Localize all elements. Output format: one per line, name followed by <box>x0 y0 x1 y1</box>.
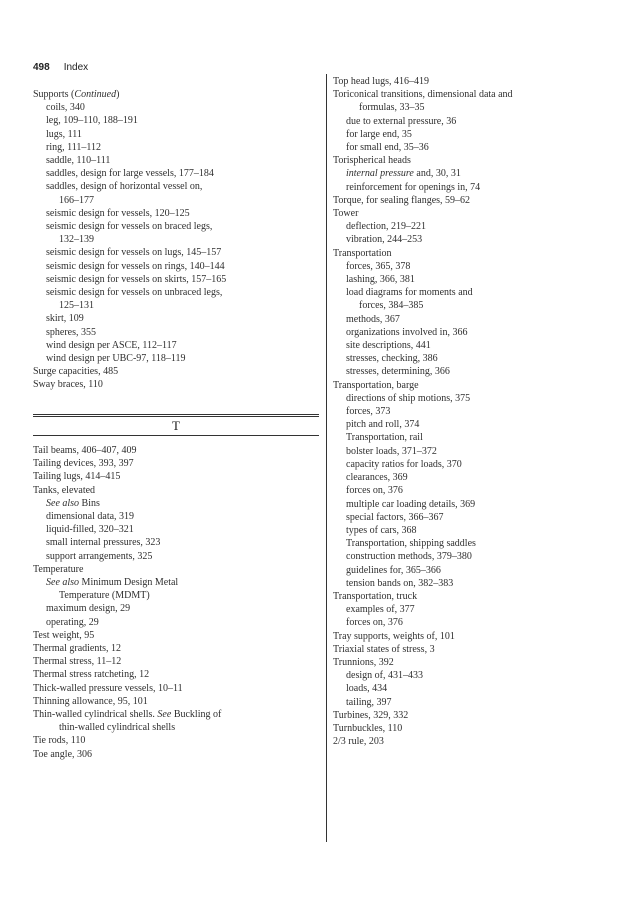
index-entry <box>33 260 319 273</box>
index-entry-text: Transportation, shipping saddles <box>346 538 476 550</box>
index-entry <box>33 734 319 747</box>
index-entry-text: forces, 384–385 <box>359 300 424 312</box>
index-entry <box>33 616 319 629</box>
index-entry-text: Thick-walled pressure vessels, 10–11 <box>33 682 183 694</box>
index-entry <box>333 194 603 207</box>
index-entry <box>333 313 603 326</box>
index-entry-text: formulas, 33–35 <box>359 102 425 114</box>
index-entry-text: Bins <box>79 497 100 509</box>
index-entry-text: seismic design for vessels on braced legs, <box>46 221 213 233</box>
index-entry <box>33 128 319 141</box>
index-entry <box>333 577 603 590</box>
index-entry <box>33 220 319 233</box>
index-entry-text: Surge capacities, 485 <box>33 366 119 378</box>
index-entry-text: operating, 29 <box>46 616 99 628</box>
index-entry <box>33 194 319 207</box>
index-entry <box>333 260 603 273</box>
index-entry <box>33 114 319 127</box>
index-entry-text: stresses, determining, 366 <box>346 366 450 378</box>
index-entry-text: forces, 365, 378 <box>346 260 411 272</box>
index-entry-text: Tray supports, weights of, 101 <box>333 630 455 642</box>
index-column-left-bottom <box>33 444 319 761</box>
index-entry-text: Tail beams, 406–407, 409 <box>33 445 137 456</box>
index-entry <box>33 748 319 761</box>
index-entry-text: saddles, design for large vessels, 177–184 <box>46 168 214 180</box>
index-entry <box>333 669 603 682</box>
index-entry <box>333 458 603 471</box>
index-entry-text: Transportation, truck <box>333 590 418 602</box>
index-entry <box>333 696 603 709</box>
index-entry-text: stresses, checking, 386 <box>346 353 438 365</box>
index-entry-text: tailing, 397 <box>346 696 392 708</box>
page-number: 498 <box>33 62 50 73</box>
index-entry <box>333 88 603 101</box>
index-entry-text: Thermal gradients, 12 <box>33 643 122 655</box>
index-entry <box>333 392 603 405</box>
index-entry-text: Tie rods, 110 <box>33 735 86 747</box>
index-entry-text: load diagrams for moments and <box>346 287 473 299</box>
index-entry-text: small internal pressures, 323 <box>46 537 161 549</box>
index-entry-text: methods, 367 <box>346 313 400 325</box>
index-entry-italic: See <box>154 709 172 721</box>
index-entry <box>333 735 603 748</box>
index-entry-text: dimensional data, 319 <box>46 511 135 523</box>
page-header <box>33 62 88 73</box>
index-entry <box>333 682 603 695</box>
index-entry-text: saddles, design of horizontal vessel on, <box>46 181 203 193</box>
index-entry <box>333 630 603 643</box>
index-entry-text: Thermal stress, 11–12 <box>33 656 122 668</box>
index-entry-text: Thermal stress ratcheting, 12 <box>33 669 150 681</box>
index-entry <box>33 655 319 668</box>
index-entry-text: saddle, 110–111 <box>46 155 111 167</box>
index-entry-text: lugs, 111 <box>46 128 82 140</box>
index-entry-text: for small end, 35–36 <box>346 142 429 154</box>
index-entry <box>33 642 319 655</box>
index-entry-text: forces on, 376 <box>346 617 403 629</box>
section-rule-top-double <box>33 416 319 417</box>
index-column-right <box>333 75 603 748</box>
index-entry <box>33 668 319 681</box>
index-entry <box>333 431 603 444</box>
index-entry <box>333 643 603 656</box>
index-entry <box>33 101 319 114</box>
index-entry-text: design of, 431–433 <box>346 670 423 682</box>
index-entry <box>333 181 603 194</box>
index-entry-text: spheres, 355 <box>46 326 96 338</box>
index-entry <box>333 511 603 524</box>
index-entry <box>333 115 603 128</box>
index-entry-text: examples of, 377 <box>346 604 415 616</box>
index-entry-text: 166–177 <box>59 194 94 206</box>
index-entry-text: construction methods, 379–380 <box>346 551 472 563</box>
index-entry <box>333 141 603 154</box>
index-entry-text: wind design per UBC-97, 118–119 <box>46 353 186 365</box>
index-entry <box>33 207 319 220</box>
index-entry <box>333 75 603 88</box>
index-entry-text: Transportation, rail <box>346 432 423 444</box>
index-entry-text: wind design per ASCE, 112–117 <box>46 339 177 351</box>
index-entry <box>333 484 603 497</box>
index-entry <box>333 379 603 392</box>
index-entry-text: maximum design, 29 <box>46 603 131 615</box>
index-entry <box>333 352 603 365</box>
index-entry-text: Test weight, 95 <box>33 629 95 641</box>
index-entry <box>333 550 603 563</box>
index-entry <box>33 154 319 167</box>
index-entry-text: coils, 340 <box>46 102 85 114</box>
index-entry <box>333 603 603 616</box>
index-entry <box>333 537 603 550</box>
index-entry <box>333 405 603 418</box>
index-entry-text: loads, 434 <box>346 683 388 695</box>
index-entry-text: Minimum Design Metal <box>79 577 179 589</box>
index-entry <box>333 286 603 299</box>
index-entry-text: forces on, 376 <box>346 485 403 497</box>
index-entry-text: support arrangements, 325 <box>46 550 153 562</box>
index-entry-text: for large end, 35 <box>346 128 412 140</box>
index-entry-text: Turnbuckles, 110 <box>333 722 403 734</box>
index-entry <box>33 550 319 563</box>
index-entry <box>33 721 319 734</box>
index-entry <box>333 233 603 246</box>
section-rule-bottom <box>33 435 319 436</box>
index-entry <box>33 602 319 615</box>
index-entry <box>33 180 319 193</box>
index-entry <box>33 510 319 523</box>
index-entry-text: Temperature (MDMT) <box>59 590 150 602</box>
index-entry-text: ) <box>116 89 120 100</box>
index-entry-text: directions of ship motions, 375 <box>346 392 471 404</box>
index-entry-text: thin-walled cylindrical shells <box>59 722 176 734</box>
index-entry <box>33 695 319 708</box>
index-entry <box>33 352 319 365</box>
index-entry-text: leg, 109–110, 188–191 <box>46 115 138 127</box>
index-entry-text: Transportation <box>333 247 392 259</box>
index-entry-text: clearances, 369 <box>346 472 408 484</box>
index-entry <box>33 470 319 483</box>
index-entry-text: site descriptions, 441 <box>346 340 431 352</box>
index-entry <box>333 524 603 537</box>
index-entry <box>333 722 603 735</box>
index-entry-text: lashing, 366, 381 <box>346 274 415 286</box>
index-entry-text: Temperature <box>33 563 84 575</box>
index-entry <box>333 128 603 141</box>
index-entry-text: Tanks, elevated <box>33 484 96 496</box>
index-entry-text: seismic design for vessels on rings, 140–144 <box>46 260 225 272</box>
index-entry <box>333 101 603 114</box>
index-entry-text: skirt, 109 <box>46 313 84 325</box>
section-divider <box>33 414 319 436</box>
index-entry-text: vibration, 244–253 <box>346 234 423 246</box>
index-entry <box>33 273 319 286</box>
index-entry <box>33 233 319 246</box>
index-entry-italic: See also <box>46 497 80 509</box>
index-entry <box>333 616 603 629</box>
index-entry-text: Supports ( <box>33 89 75 100</box>
index-entry-text: multiple car loading details, 369 <box>346 498 476 510</box>
index-entry-text: Trunnions, 392 <box>333 656 394 668</box>
index-entry-text: seismic design for vessels on unbraced legs, <box>46 287 223 299</box>
index-entry-text: tension bands on, 382–383 <box>346 577 454 589</box>
index-entry <box>33 484 319 497</box>
index-entry-italic: See also <box>46 577 80 589</box>
index-entry-text: ring, 111–112 <box>46 141 101 153</box>
index-entry-text: forces, 373 <box>346 406 391 418</box>
index-entry-text: Tower <box>333 208 359 220</box>
index-entry-text: guidelines for, 365–366 <box>346 564 441 576</box>
index-entry <box>333 326 603 339</box>
index-entry-text: pitch and roll, 374 <box>346 419 420 431</box>
index-entry <box>333 709 603 722</box>
index-entry-text: bolster loads, 371–372 <box>346 445 437 457</box>
section-letter: T <box>172 418 180 433</box>
index-entry <box>333 498 603 511</box>
index-entry-text: seismic design for vessels on lugs, 145–157 <box>46 247 222 259</box>
index-entry-text: special factors, 366–367 <box>346 511 444 523</box>
index-entry-italic: internal pressure <box>346 168 414 180</box>
index-entry-text: 125–131 <box>59 300 94 312</box>
index-entry <box>333 167 603 180</box>
index-entry-text: seismic design for vessels, 120–125 <box>46 207 190 219</box>
index-entry <box>33 682 319 695</box>
index-entry-text: Tailing lugs, 414–415 <box>33 471 121 483</box>
index-entry-text: Triaxial states of stress, 3 <box>333 643 435 655</box>
index-entry-text: 2/3 rule, 203 <box>333 736 384 748</box>
index-entry <box>33 88 319 101</box>
index-entry-text: Transportation, barge <box>333 379 419 391</box>
index-entry <box>33 576 319 589</box>
running-title: Index <box>63 62 89 73</box>
index-entry <box>33 536 319 549</box>
index-entry <box>33 589 319 602</box>
index-entry <box>33 246 319 259</box>
index-entry-text: and, 30, 31 <box>413 168 461 180</box>
index-entry <box>33 167 319 180</box>
index-entry <box>333 299 603 312</box>
index-entry-text: liquid-filled, 320–321 <box>46 524 134 536</box>
index-entry-text: Thinning allowance, 95, 101 <box>33 695 148 707</box>
index-entry <box>33 326 319 339</box>
index-entry <box>33 378 319 391</box>
index-entry-italic: Continued <box>74 89 117 100</box>
index-entry <box>333 656 603 669</box>
index-entry-text: reinforcement for openings in, 74 <box>346 181 481 193</box>
index-entry-text: organizations involved in, 366 <box>346 326 468 338</box>
index-entry-text: capacity ratios for loads, 370 <box>346 458 462 470</box>
index-entry-text: types of cars, 368 <box>346 524 417 536</box>
index-entry <box>33 457 319 470</box>
index-entry <box>333 273 603 286</box>
index-entry <box>333 207 603 220</box>
index-entry <box>333 220 603 233</box>
index-entry <box>333 154 603 167</box>
index-entry-text: Turbines, 329, 332 <box>333 709 409 721</box>
index-entry <box>333 418 603 431</box>
column-divider <box>326 74 327 842</box>
index-entry-text: 132–139 <box>59 234 94 246</box>
index-entry-text: Toriconical transitions, dimensional data and <box>333 89 513 101</box>
index-entry <box>33 141 319 154</box>
index-entry-text: due to external pressure, 36 <box>346 115 457 127</box>
index-entry <box>33 339 319 352</box>
index-entry <box>333 339 603 352</box>
index-column-left-top <box>33 88 319 392</box>
index-entry <box>33 299 319 312</box>
index-entry-text: Sway braces, 110 <box>33 379 103 391</box>
index-entry <box>333 365 603 378</box>
index-entry <box>33 312 319 325</box>
section-rule-top <box>33 414 319 415</box>
index-entry <box>33 563 319 576</box>
index-entry <box>333 471 603 484</box>
index-entry <box>33 365 319 378</box>
index-entry <box>333 445 603 458</box>
index-entry-text: Top head lugs, 416–419 <box>333 76 429 87</box>
index-entry <box>33 286 319 299</box>
index-entry-text: Tailing devices, 393, 397 <box>33 458 134 470</box>
index-entry <box>333 590 603 603</box>
index-entry-text: deflection, 219–221 <box>346 221 426 233</box>
index-entry-text: Toe angle, 306 <box>33 748 93 760</box>
index-entry <box>33 444 319 457</box>
index-entry <box>33 523 319 536</box>
index-entry <box>33 497 319 510</box>
index-entry <box>333 564 603 577</box>
index-entry-text: Buckling of <box>171 709 222 721</box>
index-entry <box>333 247 603 260</box>
index-entry-text: seismic design for vessels on skirts, 157–165 <box>46 273 227 285</box>
index-entry <box>33 708 319 721</box>
index-entry-text: Thin-walled cylindrical shells. <box>33 709 155 721</box>
index-entry-text: Torispherical heads <box>333 155 411 167</box>
index-entry <box>33 629 319 642</box>
index-entry-text: Torque, for sealing flanges, 59–62 <box>333 194 471 206</box>
